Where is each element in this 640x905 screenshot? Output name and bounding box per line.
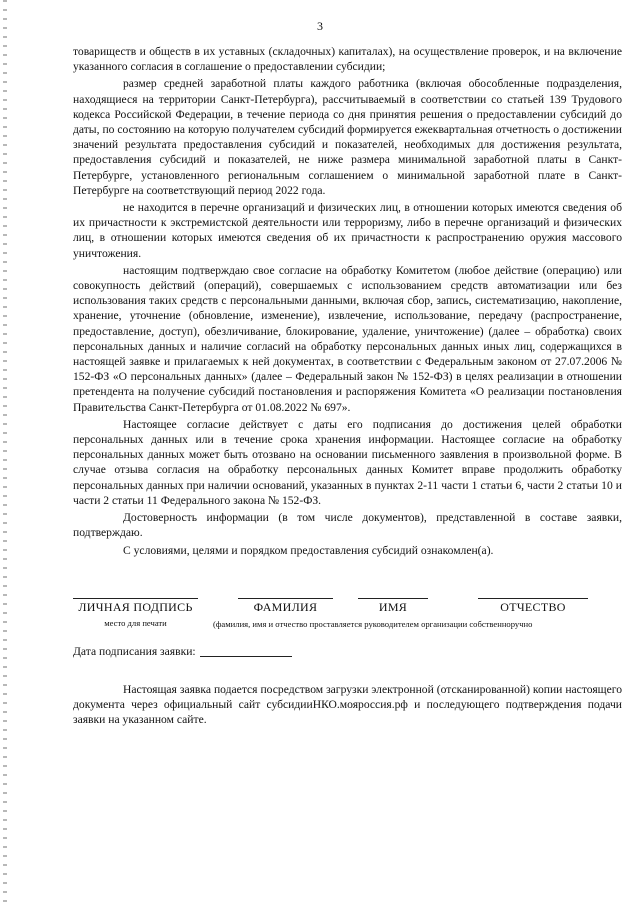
- patronymic-field: [478, 598, 588, 615]
- date-label: Дата подписания заявки:: [73, 645, 196, 658]
- paragraph: Достоверность информации (в том числе документов), представленной в составе заявки, подтверждаю.: [73, 511, 622, 540]
- patronymic-label: ОТЧЕСТВО: [500, 600, 566, 614]
- binding-edge: [3, 0, 7, 905]
- document-body: [73, 44, 622, 558]
- name-label: ИМЯ: [378, 600, 408, 614]
- paragraph: настоящим подтверждаю свое согласие на обработку Комитетом (любое действие (операцию) или совокупность действий (операций), совершаемых с использованием средств автоматизации или без использования таких средств с персональными данными, включая сбор, запись, систематизацию, накопление, хранение, уточнение (обновление, изменение), извлечение, использование, передачу (распространение, предоставление, доступ), обезличивание, блокирование, удаление, уничтожение) (далее – обработка) своих персональных данных и наличие согласий на обработку персональных данных иных лиц, содержащихся в настоящей заявке и прилагаемых к ней документах, в соответствии с Федеральным законом от 27.07.2006 № 152-ФЗ «О персональных данных» (далее – Федеральный закон № 152-ФЗ) в целях реализации в отношении претендента на получение субсидий постановления и распоряжения Комитета «О реализации постановления Правительства Санкт-Петербурга от 01.08.2022 № 697».: [73, 263, 622, 414]
- name-field: [358, 598, 428, 615]
- stamp-place-label: место для печати: [104, 618, 167, 628]
- paragraph: размер средней заработной платы каждого работника (включая обособленные подразделения, находящиеся на территории Санкт-Петербурга), рассчитываемый в соответствии со статьей 139 Трудового кодекса Российской Федерации, в течение периода со дня принятия решения о предоставлении субсидий до даты, по состоянию на которую получателем субсидий формируется ежеквартальная отчетность о достижении значений результата предоставления субсидий и показателей, необходимых для достижения результата, предоставления субсидий и показателей, не ниже размера минимальной заработной платы в Санкт-Петербурге, установленного региональным соглашением о минимальной заработной плате в Санкт-Петербурге на соответствующий период 2022 года.: [73, 77, 622, 197]
- page-number: 3: [317, 19, 323, 33]
- submission-note: [73, 682, 622, 728]
- signature-line: [73, 598, 198, 599]
- surname-field: [238, 598, 333, 615]
- surname-label: ФАМИЛИЯ: [253, 600, 318, 614]
- footer-paragraph: Настоящая заявка подается посредством загрузки электронной (отсканированной) копии настоящего документа через официальный сайт субсидииНКО.мояроссия.рф и последующего подтверждения подачи заявки на указанном сайте.: [73, 683, 622, 727]
- fio-note: (фамилия, имя и отчество проставляется руководителем организации собственноручно: [213, 619, 533, 629]
- paragraph: С условиями, целями и порядком предоставления субсидий ознакомлен(а).: [123, 543, 494, 557]
- paragraph: Настоящее согласие действует с даты его подписания до достижения целей обработки персональных данных или в течение срока хранения информации. Настоящее согласие на обработку персональных данных может быть отозвано на основании письменного заявления в произвольной форме. В случае отзыва согласия на обработку персональных данных Комитет вправе продолжить обработку персональных данных при наличии оснований, указанных в пунктах 2-11 части 1 статьи 6, части 2 статьи 10 и части 2 статьи 11 Федерального закона № 152-ФЗ.: [73, 417, 622, 507]
- signature-block: [73, 598, 633, 634]
- date-row: [73, 644, 292, 658]
- date-input-line: [200, 644, 292, 657]
- personal-signature-label: ЛИЧНАЯ ПОДПИСЬ: [78, 600, 193, 614]
- personal-signature-field: [73, 598, 198, 628]
- paragraph: товариществ и обществ в их уставных (складочных) капиталах), на осуществление проверок, и на включение указанного согласия в соглашение о предоставлении субсидии;: [73, 45, 622, 74]
- paragraph: не находится в перечне организаций и физических лиц, в отношении которых имеются сведения об их причастности к экстремистской деятельности или терроризму, либо в перечне организаций и физических лиц, в отношении которых имеются сведения об их причастности к распространению оружия массового уничтожения.: [73, 201, 622, 260]
